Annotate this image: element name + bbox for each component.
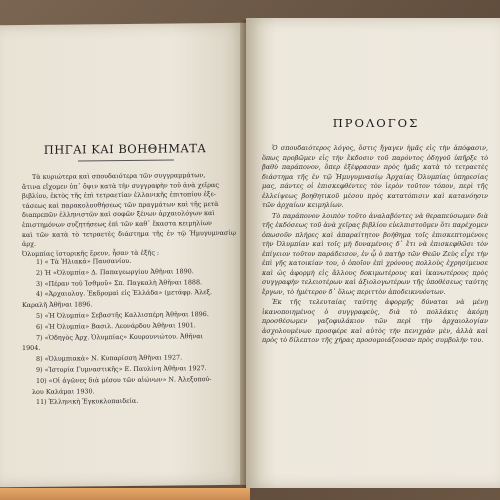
intro-line: Τὰ κυριώτερα καὶ σπουδαιότερα τῶν συγγραμμάτων, [32, 171, 206, 181]
reference-item: 3) «Πέραν τοῦ Ἰσθμοῦ» Σπ. Παγκαλὴ Ἀθῆναι 1888. [36, 277, 203, 288]
reference-item: 10) «Οἱ ἀγῶνες διὰ μέσου τῶν αἰώνων» Ν. Ἀλεξοπού- [36, 374, 212, 385]
prologue-paragraph: Τὸ παράπονον λοιπὸν τοῦτο ἀναλαβόντες νὰ θεραπεύσωμεν διὰ τῆς ἐκδόσεως τοῦ ἀνὰ χεῖρας βιβλίου εὐελπιστοῦμεν ὅτι παρέχομεν ὁπωσοῦν πλήρες καὶ ἀπαραίτητον βοήθημα τοῖς ἐπισκεπτομένοις τὴν Ὀλυμπίαν καὶ τοῖς μὴ δυναμένοις δ᾽ ἔτι νὰ ἐπισκεφθῶσι τὸν ἐπίγειον τοῦτον παράδεισον, ἐν ᾧ ὁ πατὴρ τῶν Θεῶν Ζεὺς εἶχε τὴν ἐπὶ γῆς κατοικίαν του, ὁ ὁποῖον ἐπὶ χρόνους πολλοὺς ἐχρησίμευσε καὶ ὡς ἀφορμὴ εἰς ἄλλους δοκιμωτέρους καὶ ἱκανωτέρους πρὸς συγγραφὴν τελειοτέρων καὶ ἀξιολογωτέρων τῆς ὑποθέσεως ταύτης ἔργων, τὸ ἡμέτερον δ᾽ ὅλως περιττὸν ἀποδεικνυόντων. [262, 211, 488, 296]
reference-item: 11) Ἑλληνικὴ Ἐγκυκλοπαιδεία. [36, 397, 139, 407]
prologue-text [262, 144, 488, 347]
reference-item: 6) «Ἡ Ὀλυμπία» Βασιλ. Λεονάρδου Ἀθῆναι 1901. [36, 321, 196, 331]
right-page [246, 18, 500, 488]
reference-item: 1904. [22, 344, 41, 353]
intro-line: διαπρεπῶν ἑλληνιστῶν καὶ σοφῶν ξένων ἀρχαιολόγων καὶ [22, 209, 215, 220]
prologue-paragraph: Ὁ σπουδαιότερος λόγος, ὅστις ἤγαγεν ἡμᾶς εἰς τὴν ἀπόφασιν, ὅπως προβῶμεν εἰς τὴν ἔκδοσιν τοῦ παρόντος ὁδηγοῦ ὑπῆρξε τὸ βαθὺ παράπονον, ὅπερ ἐξέφρασαν πρὸς ἡμᾶς κατὰ τὸ τετραετὲς διάστημα τῆς ἐν τῷ Ἡμυγυμνασίῳ Ἀρχαίας Ὀλυμπίας ὑπηρεσίας μας, πάντες οἱ ἐπισκεφθέντες τὸν ἱερὸν τοῦτον τόπον, περὶ τῆς ἐλλείψεως βοηθητικοῦ μέσου πρὸς κατατόπισιν καὶ κατανόησιν τῶν ἀρχαίων κειμηλίων. [262, 144, 488, 209]
title-rule [78, 159, 174, 161]
reference-item: 5) «Ἡ Ὀλυμπία» Σεβαστῆς Καλλισπέρη Ἀθῆναι 1896. [36, 310, 209, 320]
reference-item: λου Καλάμαι 1930. [32, 386, 95, 396]
intro-line: τάσεως καὶ παρακολουθήσεως τῶν πραγμάτων καὶ τῆς μετὰ [22, 199, 219, 210]
open-book [0, 18, 500, 488]
left-page [0, 23, 246, 488]
reference-item: 8) «Ὀλυμπιακὰ» Ν. Κυπαρίσση Ἀθῆναι 1927. [36, 353, 183, 364]
intro-line: Ὀλυμπίας ἱστορικῆς ἔρευν, ἦσαν τὰ ἑξῆς : [22, 248, 160, 258]
reference-item: Καραλῆ Ἀθῆναι 1896. [22, 300, 93, 310]
reference-item: 4) «Ἀρχαιολογ. Ἐκδρομαὶ εἰς Ἑλλάδα» (μετάφρ. Ἀλεξ. [36, 288, 213, 299]
intro-line: ἐπιστημόνων συζητήσεως ἐπὶ τῶν καθ᾽ ἕκαστα κειμηλίων [22, 219, 212, 230]
prologue-paragraph: Ἐκ τῆς τελευταίας ταύτης ἀφορμῆς δύναται νὰ μένῃ ἱκανοποιημένος ὁ συγγραφεὺς, διὰ τὸ πολλάκις ἀκόμη προσθέσωμεν γαζοφυλάκιον τῶν περὶ τὴν ἀρχαιολογίαν ἀσχολουμένων προσφέρε καὶ αὐτὸς τὴν πενιχρὰν μὲν, ἀλλὰ καὶ πρὸς τὸ δίλεπτον τῆς χήρας προσομοιάζουσαν πρὸς συμβολὴν του. [262, 298, 488, 344]
left-page-edge [0, 488, 250, 500]
intro-line: βιβλίου, ἐκτὸς τῆς ἐπὶ τετραετίαν ἐλλανικῆς ἐπιτοπίου ἐξε- [22, 190, 216, 201]
reference-list [22, 255, 236, 408]
intro-line: καὶ τῶν κατὰ τὸ τετραετὲς διάστημα τῆς ἐν τῷ Ἡμυγυμνασίῳ ἀρχ. [22, 228, 236, 249]
right-page-title: ΠΡΟΛΟΓΟΣ [332, 116, 420, 130]
reference-item: 2) Ἡ «Ὀλυμπία» Δ. Παπαγεωργίου Ἀθῆναι 1890. [36, 267, 194, 277]
intro-line: ἅτινα εἴχομεν ὑπ᾽ ὄψιν κατὰ τὴν συγγραφὴν τοῦ ἀνὰ χεῖρας [22, 180, 219, 191]
left-intro [22, 171, 236, 260]
reference-item: 9) «Ἱστορία Γυμναστικῆς» Ε. Παυλίνη Ἀθῆναι 1927. [36, 364, 207, 374]
reference-item: 7) «Ὁδηγὸς Ἀρχ. Ὀλυμπίας» Κουρουνιώτου. Ἀθῆναι [36, 331, 204, 342]
reference-item: 1) « Τὰ Ἠλιακά» Παυσανίου. [36, 256, 132, 266]
left-page-title: ΠΗΓΑΙ ΚΑΙ ΒΟΗΘΗΜΑΤΑ [43, 141, 207, 157]
